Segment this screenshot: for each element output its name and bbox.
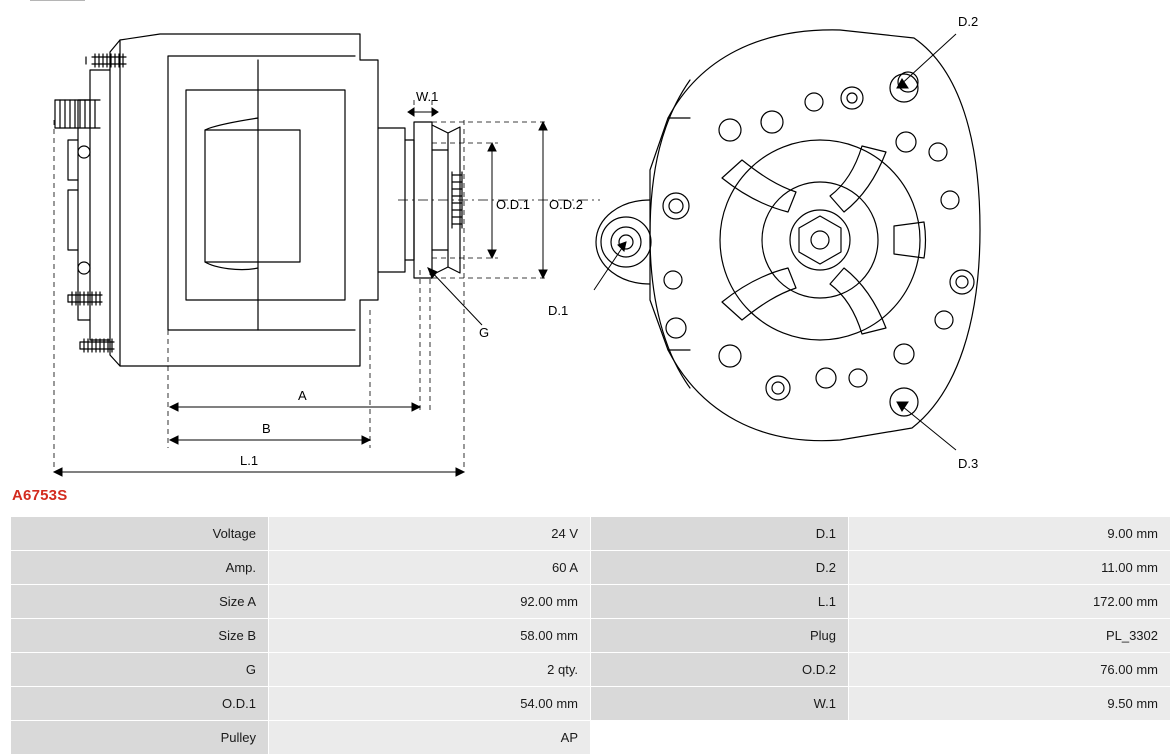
spec-value: 92.00 mm xyxy=(269,585,591,619)
leader-d2 xyxy=(897,34,956,88)
spec-label: Pulley xyxy=(11,721,269,755)
part-number: A6753S xyxy=(12,487,68,504)
spec-label: O.D.2 xyxy=(591,653,849,687)
spec-label: Size B xyxy=(11,619,269,653)
table-row xyxy=(11,687,1171,721)
leader-d3 xyxy=(897,402,956,450)
table-row xyxy=(11,653,1171,687)
label-d3: D.3 xyxy=(958,456,979,471)
spec-label: G xyxy=(11,653,269,687)
label-b: B xyxy=(262,421,271,436)
table-row xyxy=(11,585,1171,619)
front-housing-outline xyxy=(650,30,980,441)
spec-label: D.2 xyxy=(591,551,849,585)
mounting-ear-left xyxy=(596,200,650,284)
fan-outer-circle xyxy=(720,140,920,340)
spec-label: Voltage xyxy=(11,517,269,551)
label-od2: O.D.2 xyxy=(549,197,583,212)
alternator-body-outline xyxy=(120,34,378,366)
specifications-table xyxy=(10,516,1171,755)
spec-value: 2 qty. xyxy=(269,653,591,687)
label-a: A xyxy=(298,388,307,403)
spec-value: 172.00 mm xyxy=(849,585,1171,619)
leader-g xyxy=(428,268,482,325)
spec-value: PL_3302 xyxy=(849,619,1171,653)
spec-label: L.1 xyxy=(591,585,849,619)
spec-value: 54.00 mm xyxy=(269,687,591,721)
spec-value-empty xyxy=(849,721,1171,755)
spec-value: 9.50 mm xyxy=(849,687,1171,721)
table-row xyxy=(11,551,1171,585)
spec-label: D.1 xyxy=(591,517,849,551)
table-row xyxy=(11,517,1171,551)
label-w1: W.1 xyxy=(416,89,439,104)
label-l1: L.1 xyxy=(240,453,259,468)
spec-value: 9.00 mm xyxy=(849,517,1171,551)
spec-label: Plug xyxy=(591,619,849,653)
spec-label: W.1 xyxy=(591,687,849,721)
spec-value: AP xyxy=(269,721,591,755)
label-od1: O.D.1 xyxy=(496,197,530,212)
label-g: G xyxy=(479,325,490,340)
table-row xyxy=(11,721,1171,755)
spec-label: Amp. xyxy=(11,551,269,585)
spec-label-empty xyxy=(591,721,849,755)
table-row xyxy=(11,619,1171,653)
label-d1: D.1 xyxy=(548,303,569,318)
spec-label: Size A xyxy=(11,585,269,619)
label-d2: D.2 xyxy=(958,14,979,29)
spec-value: 76.00 mm xyxy=(849,653,1171,687)
spec-value: 24 V xyxy=(269,517,591,551)
spec-value: 11.00 mm xyxy=(849,551,1171,585)
spec-value: 58.00 mm xyxy=(269,619,591,653)
spec-value: 60 A xyxy=(269,551,591,585)
spec-label: O.D.1 xyxy=(11,687,269,721)
shaft-nut xyxy=(799,216,841,264)
